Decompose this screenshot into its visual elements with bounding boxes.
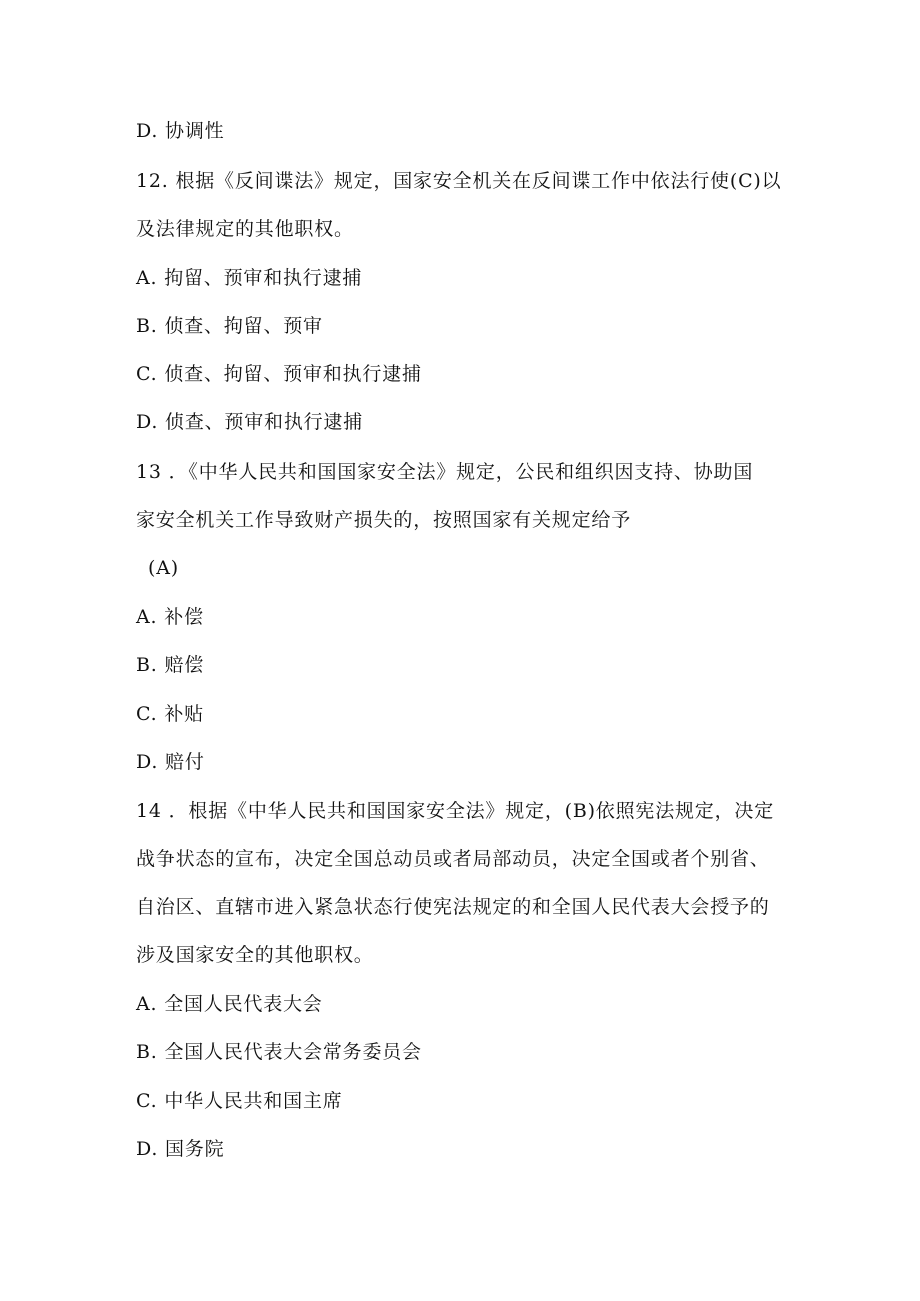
q12-option-b: B. 侦查、拘留、预审 [136,315,323,337]
q13-stem-line-1: 13 ．《中华人民共和国国家安全法》规定，公民和组织因支持、协助国 [136,461,754,483]
q14-stem-line-4: 涉及国家安全的其他职权。 [136,944,374,966]
q12-option-d: D. 侦查、预审和执行逮捕 [136,411,364,433]
q13-answer: (A) [148,557,179,579]
q14-stem-line-1: 14 ．根据《中华人民共和国国家安全法》规定，(B)依照宪法规定，决定 [136,800,775,822]
q12-option-c: C. 侦查、拘留、预审和执行逮捕 [136,363,422,385]
q14-option-b: B. 全国人民代表大会常务委员会 [136,1041,422,1063]
q13-option-d: D. 赔付 [136,751,205,773]
q14-option-d: D. 国务院 [136,1138,225,1160]
q13-stem-line-2: 家安全机关工作导致财产损失的，按照国家有关规定给予 [136,509,632,531]
q12-stem-line-2: 及法律规定的其他职权。 [136,218,354,240]
q11-option-d: D. 协调性 [136,120,225,142]
q14-stem-line-3: 自治区、直辖市进入紧急状态行使宪法规定的和全国人民代表大会授予的 [136,896,770,918]
q12-option-a: A. 拘留、预审和执行逮捕 [136,267,363,289]
q12-stem-line-1: 12. 根据《反间谍法》规定，国家安全机关在反间谍工作中依法行使(C)以 [136,170,782,192]
q14-option-c: C. 中华人民共和国主席 [136,1090,343,1112]
q14-stem-line-2: 战争状态的宣布，决定全国总动员或者局部动员，决定全国或者个别省、 [136,848,770,870]
q13-option-b: B. 赔偿 [136,654,205,676]
q14-option-a: A. 全国人民代表大会 [136,993,323,1015]
q13-option-c: C. 补贴 [136,703,204,725]
q13-option-a: A. 补偿 [136,606,204,628]
